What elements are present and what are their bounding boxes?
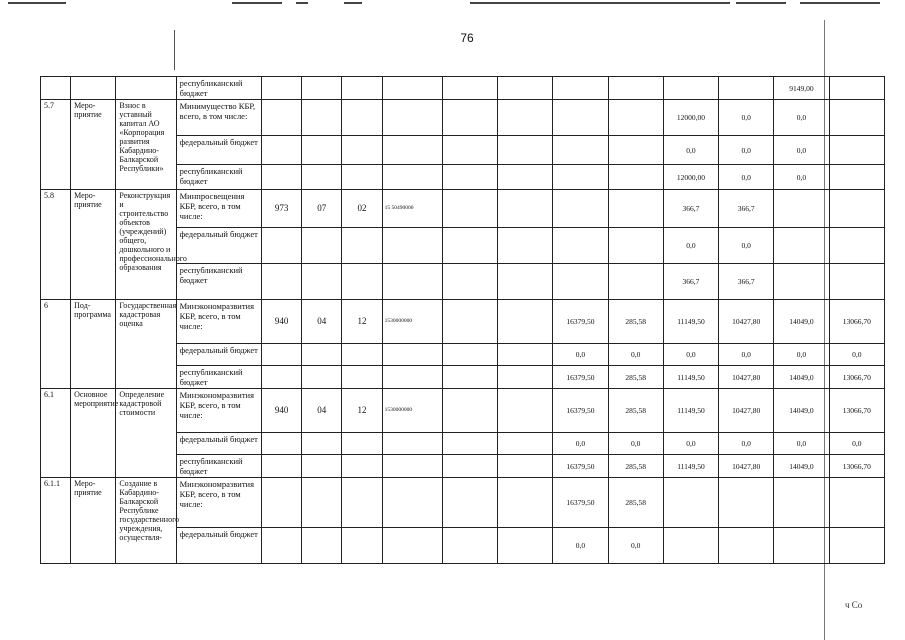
value-cell: 0,0	[719, 165, 774, 190]
pr-code	[342, 433, 382, 455]
row-type: Меро-приятие	[71, 100, 116, 190]
row-name: Реконструкция и строительство объектов (учреждений) общего, дошкольного и профессионального образования	[116, 190, 176, 300]
table-row	[41, 478, 885, 528]
value-cell: 11149,50	[663, 300, 718, 344]
value-cell	[498, 100, 553, 136]
value-cell	[829, 528, 884, 564]
value-cell	[829, 478, 884, 528]
row-id: 6.1	[41, 389, 71, 478]
funding-source: Минэкономразвития КБР, всего, в том числе:	[176, 389, 261, 433]
pr-code	[342, 136, 382, 165]
value-cell	[498, 455, 553, 478]
value-cell	[553, 190, 608, 228]
value-cell: 16379,50	[553, 455, 608, 478]
table-row	[41, 300, 885, 344]
value-cell	[498, 366, 553, 389]
value-cell: 0,0	[663, 344, 718, 366]
grbs-code	[262, 136, 302, 165]
value-cell	[774, 264, 829, 300]
csr-code: 1530000000	[382, 389, 442, 433]
value-cell	[829, 190, 884, 228]
value-cell: 0,0	[719, 433, 774, 455]
value-cell: 16379,50	[553, 478, 608, 528]
value-cell	[719, 478, 774, 528]
page-number: 76	[460, 31, 474, 45]
value-cell	[442, 165, 497, 190]
grbs-code	[262, 528, 302, 564]
table-row	[41, 77, 885, 100]
pr-code	[342, 344, 382, 366]
value-cell: 13066,70	[829, 300, 884, 344]
value-cell: 16379,50	[553, 366, 608, 389]
value-cell	[553, 228, 608, 264]
value-cell	[442, 344, 497, 366]
funding-source: республиканский бюджет	[176, 77, 261, 100]
value-cell	[608, 77, 663, 100]
rz-code: 07	[302, 190, 342, 228]
value-cell: 285,58	[608, 300, 663, 344]
value-cell	[498, 77, 553, 100]
value-cell: 11149,50	[663, 389, 718, 433]
value-cell	[442, 366, 497, 389]
value-cell	[774, 528, 829, 564]
value-cell: 366,7	[663, 190, 718, 228]
csr-code	[382, 478, 442, 528]
value-cell	[829, 100, 884, 136]
value-cell	[553, 100, 608, 136]
value-cell: 0,0	[774, 433, 829, 455]
value-cell	[608, 228, 663, 264]
value-cell: 0,0	[774, 344, 829, 366]
value-cell: 13066,70	[829, 366, 884, 389]
value-cell: 366,7	[719, 264, 774, 300]
value-cell: 10427,80	[719, 389, 774, 433]
value-cell: 10427,80	[719, 300, 774, 344]
value-cell	[442, 300, 497, 344]
grbs-code	[262, 100, 302, 136]
csr-code	[382, 228, 442, 264]
value-cell: 0,0	[719, 228, 774, 264]
funding-source: федеральный бюджет	[176, 528, 261, 564]
value-cell: 14049,0	[774, 300, 829, 344]
csr-code	[382, 136, 442, 165]
budget-table	[40, 76, 885, 564]
value-cell: 14049,0	[774, 455, 829, 478]
csr-code	[382, 455, 442, 478]
value-cell	[829, 136, 884, 165]
table-row	[41, 100, 885, 136]
value-cell: 10427,80	[719, 455, 774, 478]
value-cell: 12000,00	[663, 100, 718, 136]
funding-source: Минэкономразвития КБР, всего, в том числе:	[176, 478, 261, 528]
value-cell	[498, 190, 553, 228]
rz-code	[302, 165, 342, 190]
value-cell: 14049,0	[774, 389, 829, 433]
row-type: Основное мероприятие	[71, 389, 116, 478]
rz-code	[302, 344, 342, 366]
row-type: Под-программа	[71, 300, 116, 389]
value-cell: 0,0	[774, 100, 829, 136]
scan-line-left	[174, 30, 175, 70]
pr-code	[342, 366, 382, 389]
pr-code	[342, 478, 382, 528]
value-cell: 285,58	[608, 389, 663, 433]
grbs-code: 940	[262, 300, 302, 344]
pr-code	[342, 528, 382, 564]
rz-code	[302, 455, 342, 478]
value-cell	[829, 264, 884, 300]
value-cell	[442, 433, 497, 455]
value-cell	[498, 228, 553, 264]
value-cell	[608, 264, 663, 300]
pr-code: 12	[342, 389, 382, 433]
value-cell: 0,0	[719, 100, 774, 136]
value-cell: 0,0	[719, 344, 774, 366]
rz-code	[302, 100, 342, 136]
value-cell: 0,0	[774, 136, 829, 165]
funding-source: федеральный бюджет	[176, 344, 261, 366]
value-cell	[774, 228, 829, 264]
value-cell: 16379,50	[553, 300, 608, 344]
value-cell	[829, 165, 884, 190]
pr-code	[342, 228, 382, 264]
value-cell: 12000,00	[663, 165, 718, 190]
grbs-code	[262, 264, 302, 300]
value-cell: 0,0	[553, 433, 608, 455]
value-cell: 285,58	[608, 478, 663, 528]
funding-source: республиканский бюджет	[176, 165, 261, 190]
row-name: Определение кадастровой стоимости	[116, 389, 176, 478]
value-cell	[442, 136, 497, 165]
value-cell: 9149,00	[774, 77, 829, 100]
value-cell	[608, 136, 663, 165]
value-cell: 0,0	[663, 228, 718, 264]
value-cell	[442, 100, 497, 136]
value-cell: 13066,70	[829, 389, 884, 433]
row-name: Взнос в уставный капитал АО «Корпорация развития Кабардино-Балкарской Республики»	[116, 100, 176, 190]
row-type	[71, 77, 116, 100]
row-type: Меро-приятие	[71, 478, 116, 564]
funding-source: Минпросвещения КБР, всего, в том числе:	[176, 190, 261, 228]
csr-code	[382, 344, 442, 366]
row-type: Меро-приятие	[71, 190, 116, 300]
pr-code	[342, 165, 382, 190]
value-cell: 14049,0	[774, 366, 829, 389]
value-cell	[498, 478, 553, 528]
rz-code: 04	[302, 389, 342, 433]
funding-source: республиканский бюджет	[176, 455, 261, 478]
value-cell	[498, 389, 553, 433]
value-cell	[774, 478, 829, 528]
value-cell: 10427,80	[719, 366, 774, 389]
funding-source: федеральный бюджет	[176, 433, 261, 455]
value-cell	[608, 165, 663, 190]
value-cell	[442, 77, 497, 100]
value-cell	[829, 228, 884, 264]
value-cell: 0,0	[829, 344, 884, 366]
value-cell: 0,0	[663, 136, 718, 165]
rz-code	[302, 228, 342, 264]
value-cell: 0,0	[663, 433, 718, 455]
value-cell: 13066,70	[829, 455, 884, 478]
value-cell	[553, 264, 608, 300]
value-cell	[553, 165, 608, 190]
corner-marks: ч Со	[845, 600, 863, 610]
rz-code	[302, 366, 342, 389]
value-cell	[608, 190, 663, 228]
value-cell	[442, 389, 497, 433]
funding-source: федеральный бюджет	[176, 136, 261, 165]
grbs-code	[262, 478, 302, 528]
value-cell	[442, 478, 497, 528]
pr-code	[342, 77, 382, 100]
row-name: Создание в Кабардино-Балкарской Республике государственного учреждения, осуществля-	[116, 478, 176, 564]
value-cell	[442, 228, 497, 264]
value-cell: 285,58	[608, 366, 663, 389]
value-cell: 0,0	[553, 344, 608, 366]
grbs-code: 973	[262, 190, 302, 228]
csr-code	[382, 433, 442, 455]
value-cell: 285,58	[608, 455, 663, 478]
row-id	[41, 77, 71, 100]
value-cell	[498, 433, 553, 455]
pr-code	[342, 100, 382, 136]
row-id: 5.8	[41, 190, 71, 300]
grbs-code	[262, 228, 302, 264]
rz-code: 04	[302, 300, 342, 344]
rz-code	[302, 136, 342, 165]
value-cell	[498, 165, 553, 190]
scan-edge	[0, 0, 905, 8]
value-cell	[774, 190, 829, 228]
value-cell	[442, 528, 497, 564]
grbs-code	[262, 433, 302, 455]
value-cell	[498, 528, 553, 564]
value-cell	[608, 100, 663, 136]
value-cell	[442, 264, 497, 300]
value-cell	[498, 344, 553, 366]
csr-code: 1530000000	[382, 300, 442, 344]
grbs-code	[262, 165, 302, 190]
value-cell: 0,0	[608, 433, 663, 455]
rz-code	[302, 77, 342, 100]
pr-code	[342, 264, 382, 300]
table-row	[41, 389, 885, 433]
value-cell: 366,7	[719, 190, 774, 228]
rz-code	[302, 264, 342, 300]
pr-code: 12	[342, 300, 382, 344]
csr-code	[382, 264, 442, 300]
value-cell: 0,0	[829, 433, 884, 455]
funding-source: Минимущество КБР, всего, в том числе:	[176, 100, 261, 136]
pr-code	[342, 455, 382, 478]
rz-code	[302, 478, 342, 528]
rz-code	[302, 433, 342, 455]
grbs-code	[262, 455, 302, 478]
value-cell: 16379,50	[553, 389, 608, 433]
csr-code	[382, 100, 442, 136]
value-cell	[498, 300, 553, 344]
row-id: 6	[41, 300, 71, 389]
grbs-code	[262, 344, 302, 366]
rz-code	[302, 528, 342, 564]
csr-code	[382, 366, 442, 389]
value-cell	[553, 77, 608, 100]
funding-source: республиканский бюджет	[176, 366, 261, 389]
row-name: Государственная кадастровая оценка	[116, 300, 176, 389]
value-cell	[498, 264, 553, 300]
grbs-code	[262, 366, 302, 389]
value-cell	[719, 77, 774, 100]
row-id: 5.7	[41, 100, 71, 190]
csr-code	[382, 165, 442, 190]
value-cell	[663, 528, 718, 564]
grbs-code: 940	[262, 389, 302, 433]
row-name	[116, 77, 176, 100]
value-cell	[663, 77, 718, 100]
value-cell: 0,0	[719, 136, 774, 165]
value-cell	[553, 136, 608, 165]
csr-code	[382, 528, 442, 564]
table-row	[41, 190, 885, 228]
value-cell	[663, 478, 718, 528]
csr-code	[382, 77, 442, 100]
csr-code: 15 50490000	[382, 190, 442, 228]
value-cell: 11149,50	[663, 366, 718, 389]
grbs-code	[262, 77, 302, 100]
pr-code: 02	[342, 190, 382, 228]
value-cell: 11149,50	[663, 455, 718, 478]
value-cell	[829, 77, 884, 100]
value-cell: 0,0	[608, 528, 663, 564]
value-cell	[719, 528, 774, 564]
funding-source: федеральный бюджет	[176, 228, 261, 264]
value-cell: 0,0	[553, 528, 608, 564]
value-cell	[442, 190, 497, 228]
value-cell	[498, 136, 553, 165]
value-cell: 0,0	[608, 344, 663, 366]
value-cell: 0,0	[774, 165, 829, 190]
funding-source: республиканский бюджет	[176, 264, 261, 300]
value-cell	[442, 455, 497, 478]
row-id: 6.1.1	[41, 478, 71, 564]
funding-source: Минэкономразвития КБР, всего, в том числе:	[176, 300, 261, 344]
value-cell: 366,7	[663, 264, 718, 300]
